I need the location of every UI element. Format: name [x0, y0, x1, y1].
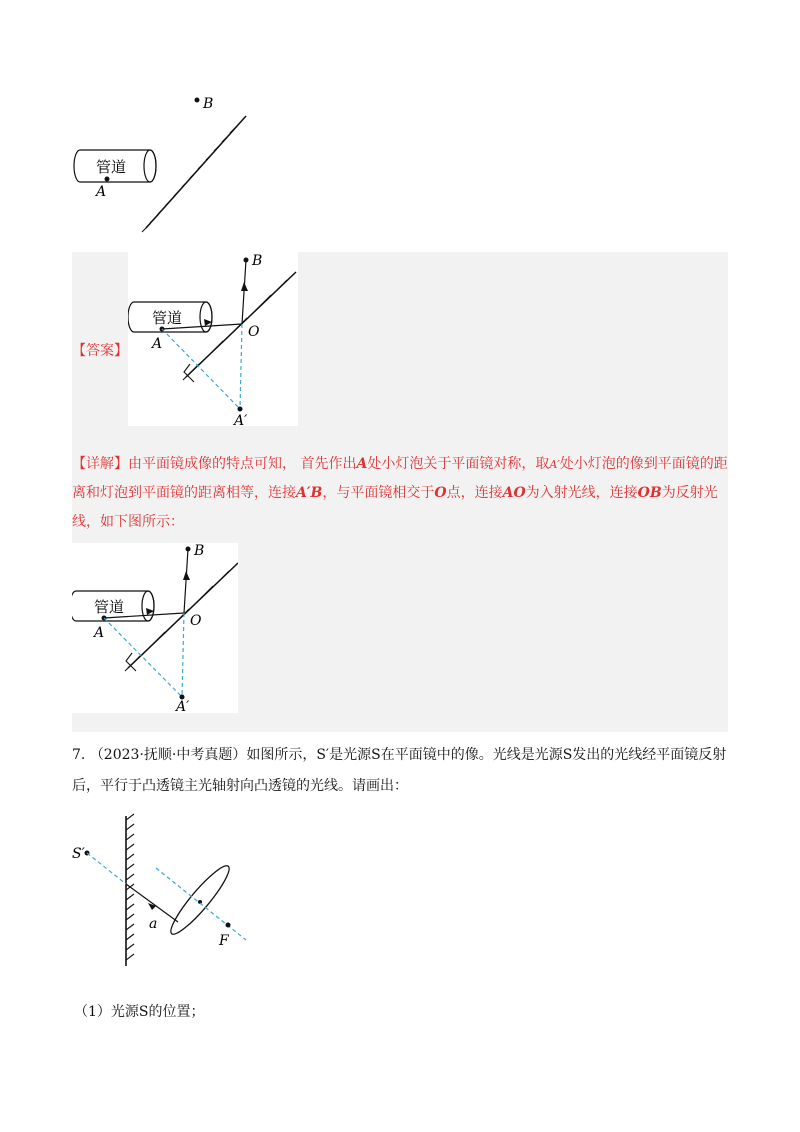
question-7-source: （2023·抚顺·中考真题） — [89, 747, 247, 763]
q7-s-prime-label: S′ — [72, 846, 85, 862]
question-7-text: 如图所示，S′是光源S在平面镜中的像。光线是光源S发出的光线经平面镜反射后，平行于凸透镜主光轴射向凸透镜的光线。请画出： — [72, 747, 727, 794]
q7-ray-label: a — [149, 916, 158, 932]
explanation-seg-10: 为入射光线，连接 — [525, 485, 638, 501]
pipe-label: 管道 — [96, 158, 127, 176]
explanation-figure — [72, 543, 238, 713]
explanation-point-o: O — [190, 613, 202, 629]
q7-main-axis — [156, 868, 246, 940]
explanation-seg-7: O — [434, 485, 447, 501]
point-a-label: A — [96, 184, 107, 200]
explanation-seg-12: 为反射光线，如下图所示： — [72, 485, 718, 530]
explanation-seg-6: ，与平面镜相交于 — [322, 485, 435, 501]
explanation-point-a-prime: A′ — [176, 699, 190, 713]
explanation-paragraph — [72, 450, 728, 537]
answer-point-o: O — [248, 324, 260, 340]
question-7-sub1: （1）光源S的位置； — [74, 1004, 205, 1020]
explanation-point-a: A — [94, 625, 105, 641]
answer-pipe-label: 管道 — [152, 309, 183, 327]
explanation-seg-9: AO — [502, 485, 526, 501]
point-b-dot — [195, 98, 200, 103]
figure-pipe-mirror — [60, 88, 280, 248]
explanation-seg-5: A′B — [296, 485, 323, 501]
question-7 — [72, 740, 728, 802]
explanation-seg-11: OB — [637, 485, 662, 501]
explanation-pipe-label: 管道 — [94, 598, 125, 616]
explanation-seg-4: 处小灯泡的像到平面镜的距离和灯泡到平面镜的距离相等，连接 — [72, 456, 728, 501]
explanation-point-b: B — [194, 543, 205, 559]
answer-tag: 【答案】 — [72, 343, 128, 359]
point-a-dot — [105, 177, 110, 182]
explanation-seg-1: A — [356, 456, 368, 472]
explanation-seg-3: A′ — [549, 458, 560, 471]
question-7-figure — [66, 812, 266, 972]
explanation-seg-8: 点，连接 — [446, 485, 503, 501]
q7-focus-label: F — [219, 933, 229, 949]
answer-point-a: A — [152, 336, 163, 352]
explanation-tag: 【详解】 — [72, 456, 128, 472]
explanation-seg-0: 由平面镜成像的特点可知， 首先作出 — [128, 456, 357, 472]
question-7-number: 7. — [72, 747, 86, 763]
answer-point-b: B — [252, 253, 263, 269]
answer-figure — [128, 252, 298, 426]
point-b-label: B — [203, 96, 214, 112]
answer-point-a-prime: A′ — [234, 413, 248, 426]
explanation-seg-2: 处小灯泡关于平面镜对称，取 — [367, 456, 550, 472]
